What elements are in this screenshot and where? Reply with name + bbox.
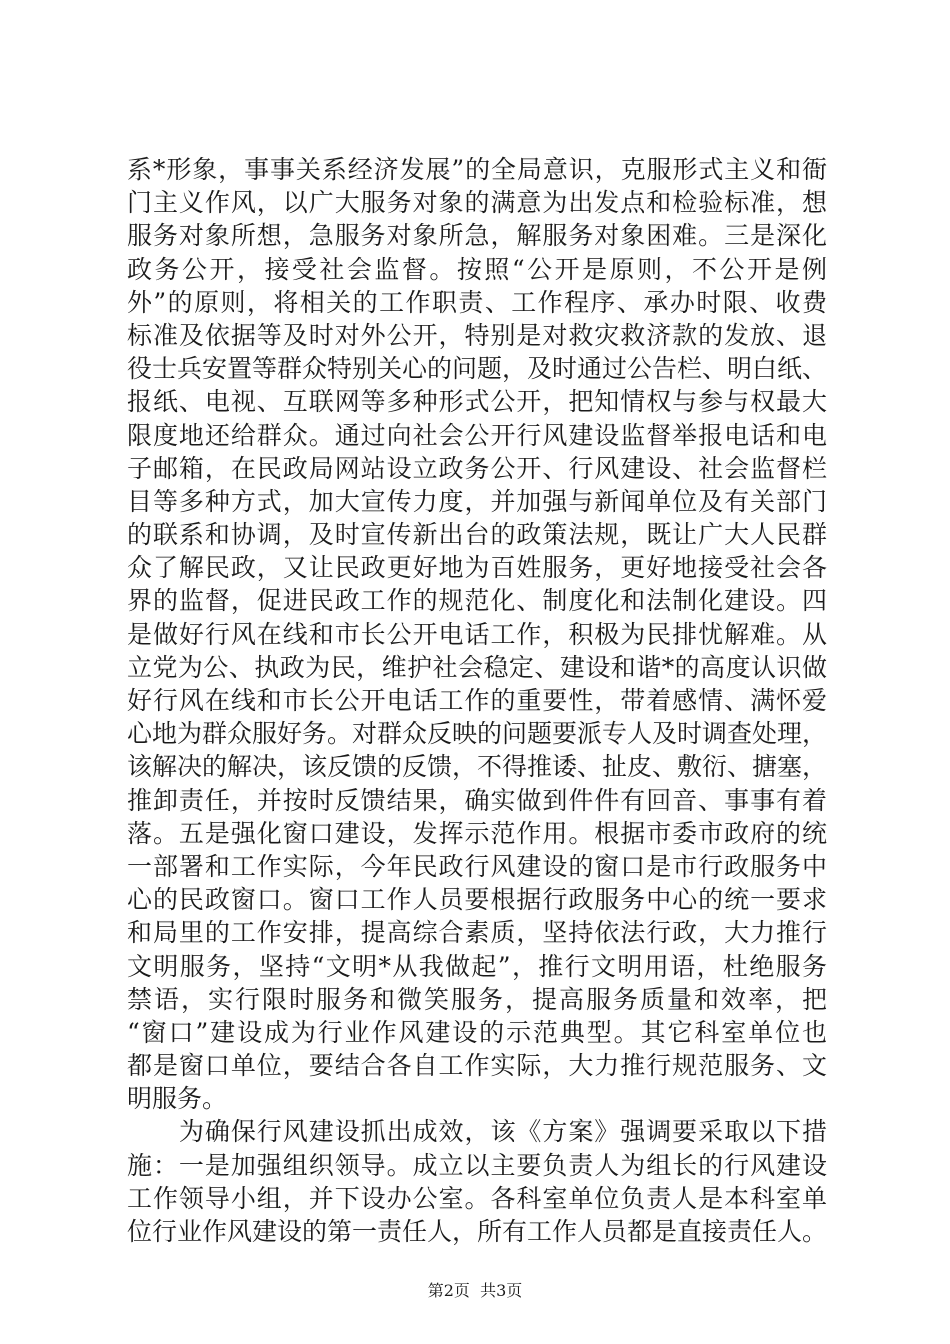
text-line: 外”的原则，将相关的工作职责、工作程序、承办时限、收费 (127, 287, 827, 317)
text-line: 工作领导小组，并下设办公室。各科室单位负责人是本科室单 (127, 1183, 827, 1213)
text-line: 众了解民政，又让民政更好地为百姓服务，更好地接受社会各 (127, 553, 827, 583)
text-line: 役士兵安置等群众特别关心的问题，及时通过公告栏、明白纸、 (127, 354, 828, 384)
text-line: 的联系和协调，及时宣传新出台的政策法规，既让广大人民群 (127, 520, 827, 550)
text-line: “窗口”建设成为行业作风建设的示范典型。其它科室单位也 (127, 1017, 827, 1047)
text-line: 位行业作风建设的第一责任人，所有工作人员都是直接责任人。 (127, 1217, 828, 1246)
text-line: 门主义作风，以广大服务对象的满意为出发点和检验标准，想 (127, 188, 827, 218)
text-line: 服务对象所想，急服务对象所急，解服务对象困难。三是深化 (127, 221, 827, 251)
text-line: 报纸、电视、互联网等多种形式公开，把知情权与参与权最大 (127, 387, 827, 417)
text-line: 落。五是强化窗口建设，发挥示范作用。根据市委市政府的统 (127, 818, 827, 848)
text-line: 一部署和工作实际，今年民政行风建设的窗口是市行政服务中 (127, 851, 827, 881)
text-line: 心地为群众服好务。对群众反映的问题要派专人及时调查处理， (127, 719, 828, 749)
text-line: 该解决的解决，该反馈的反馈，不得推诿、扯皮、敷衍、搪塞， (127, 752, 828, 782)
text-line: 文明服务，坚持“文明*从我做起”，推行文明用语，杜绝服务 (127, 951, 827, 981)
text-line: 推卸责任，并按时反馈结果，确实做到件件有回音、事事有着 (127, 785, 827, 815)
text-line: 是做好行风在线和市长公开电话工作，积极为民排忧解难。从 (127, 619, 827, 649)
text-line: 目等多种方式，加大宣传力度，并加强与新闻单位及有关部门 (127, 486, 827, 516)
text-line: 施：一是加强组织领导。成立以主要负责人为组长的行风建设 (127, 1150, 827, 1180)
text-line: 禁语，实行限时服务和微笑服务，提高服务质量和效率，把 (127, 984, 827, 1014)
text-line: 明服务。 (127, 1084, 228, 1114)
text-line: 限度地还给群众。通过向社会公开行风建设监督举报电话和电 (127, 420, 827, 450)
text-line: 立党为公、执政为民，维护社会稳定、建设和谐*的高度认识做 (127, 652, 827, 682)
text-line: 界的监督，促进民政工作的规范化、制度化和法制化建设。四 (127, 586, 827, 616)
text-line: 好行风在线和市长公开电话工作的重要性，带着感情、满怀爱 (127, 686, 827, 715)
text-line: 为确保行风建设抓出成效，该《方案》强调要采取以下措 (127, 1117, 827, 1147)
text-line: 标准及依据等及时对外公开，特别是对救灾救济款的发放、退 (127, 320, 827, 350)
document-body (127, 153, 827, 1248)
page-footer: 第2页 共3页 (427, 1281, 523, 1300)
text-line: 心的民政窗口。窗口工作人员要根据行政服务中心的统一要求 (127, 885, 827, 915)
text-line: 系*形象，事事关系经济发展”的全局意识，克服形式主义和衙 (127, 155, 827, 184)
text-line: 都是窗口单位，要结合各自工作实际，大力推行规范服务、文 (127, 1051, 827, 1081)
text-line: 和局里的工作安排，提高综合素质，坚持依法行政，大力推行 (127, 918, 827, 948)
text-line: 政务公开，接受社会监督。按照“公开是原则，不公开是例 (127, 254, 827, 284)
text-line: 子邮箱，在民政局网站设立政务公开、行风建设、社会监督栏 (127, 453, 827, 483)
